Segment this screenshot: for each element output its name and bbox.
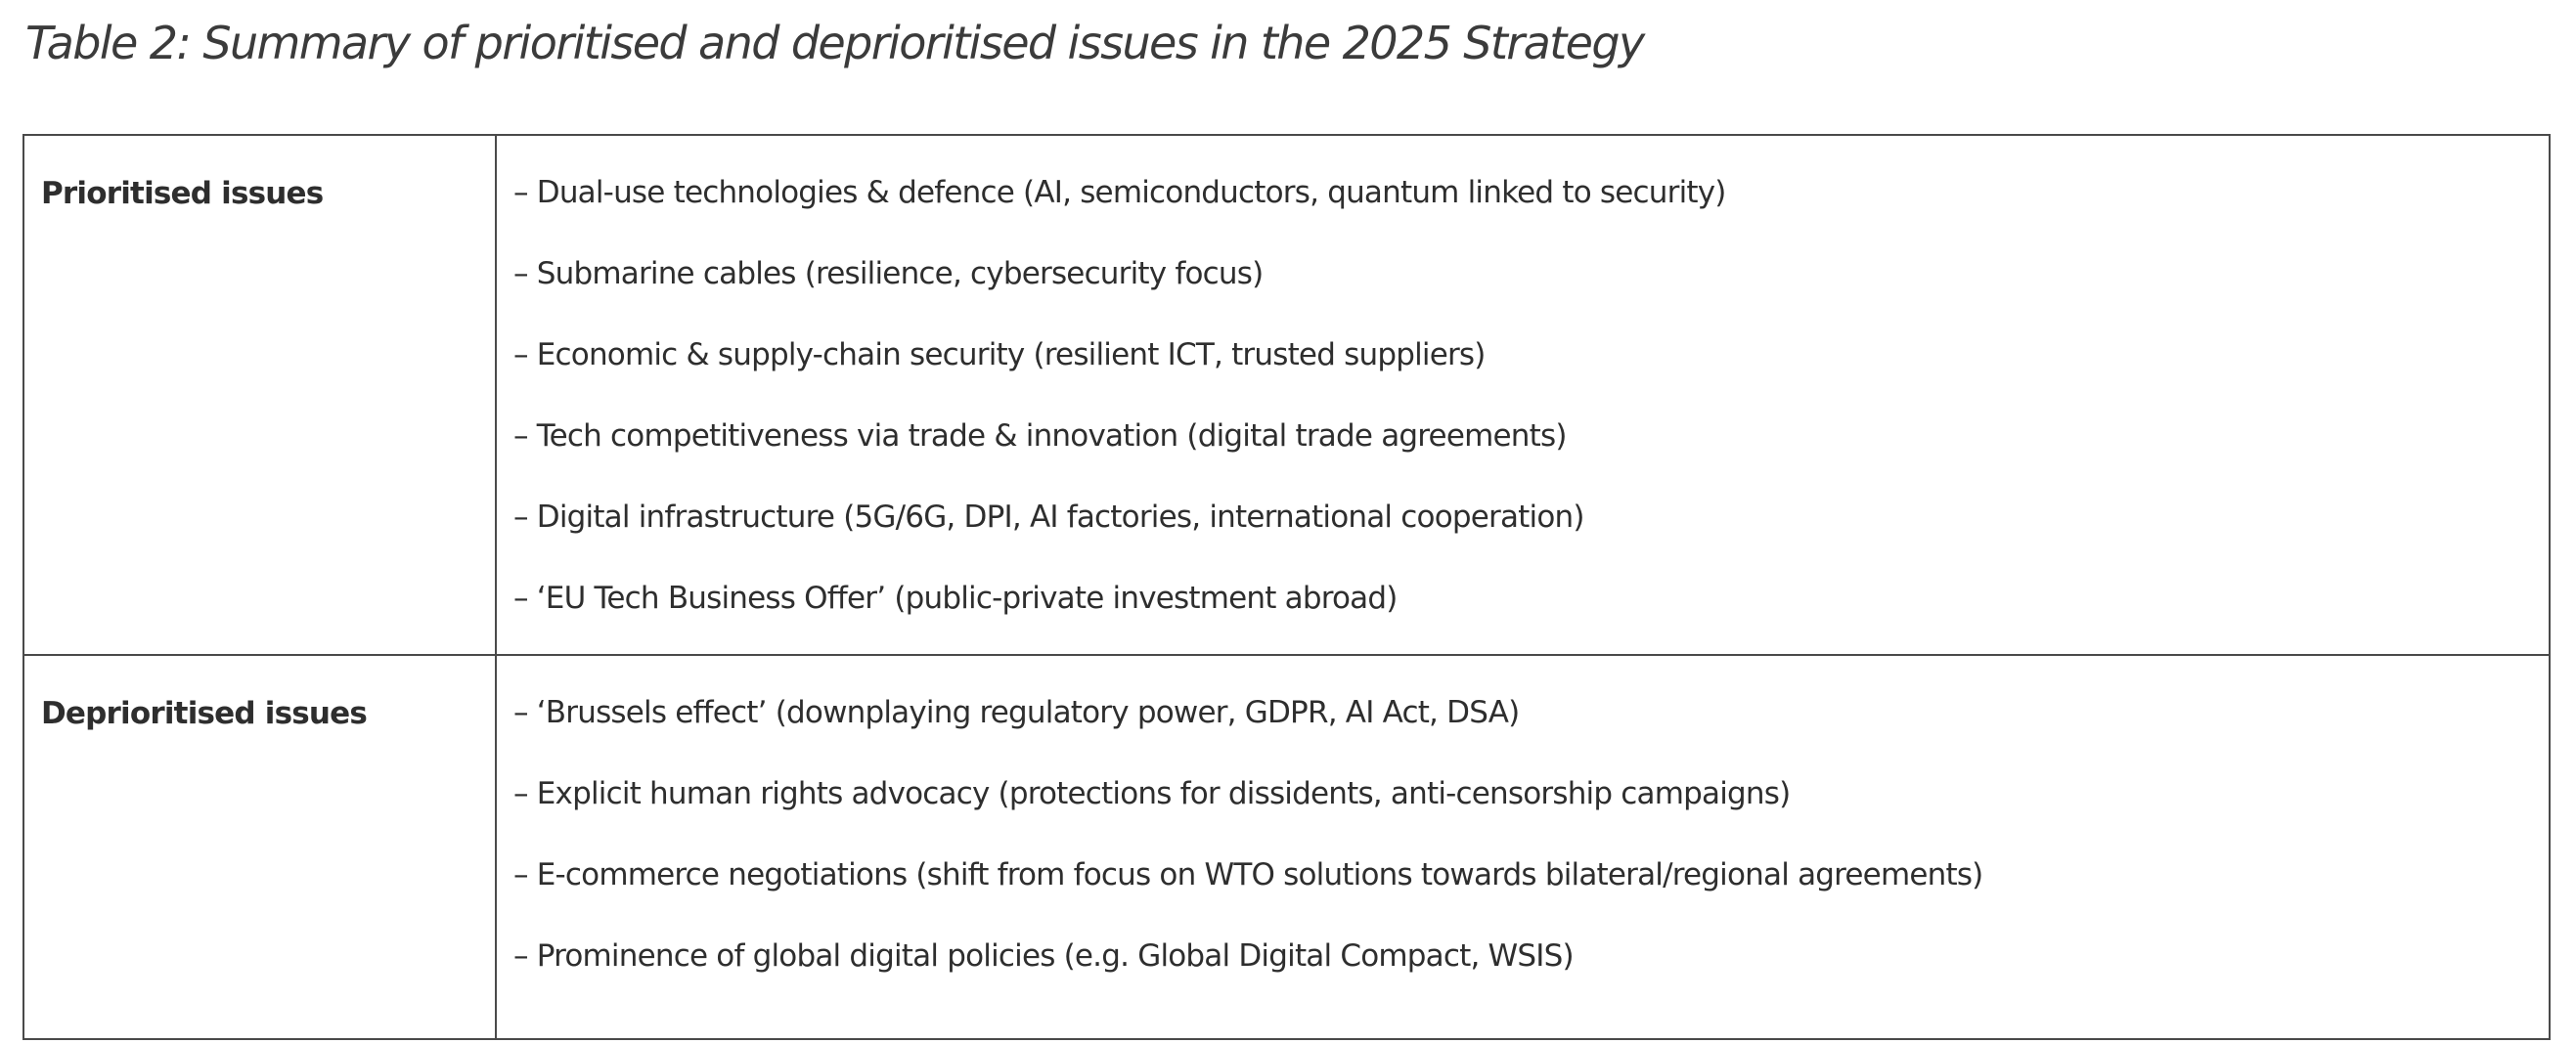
- table-caption: Table 2: Summary of prioritised and deprioritised issues in the 2025 Strategy: [25, 17, 1644, 69]
- row-label-deprioritised: Deprioritised issues: [41, 696, 368, 731]
- list-item: – Dual-use technologies & defence (AI, semiconductors, quantum linked to security): [513, 175, 1726, 210]
- list-item: – E-commerce negotiations (shift from focus on WTO solutions towards bilateral/regional agreements): [513, 857, 1983, 892]
- row-label-cell: [23, 135, 496, 655]
- deprioritised-issues-list: [513, 692, 2549, 977]
- row-label-prioritised: Prioritised issues: [41, 176, 324, 211]
- list-item: – Economic & supply-chain security (resilient ICT, trusted suppliers): [513, 337, 1486, 372]
- summary-table: [22, 134, 2551, 1040]
- row-items-cell: [496, 135, 2550, 655]
- list-item: – Submarine cables (resilience, cybersecurity focus): [513, 256, 1264, 291]
- list-item: – Tech competitiveness via trade & innovation (digital trade agreements): [513, 418, 1567, 454]
- row-label-cell: [23, 655, 496, 1039]
- prioritised-issues-list: [513, 172, 2549, 619]
- list-item: – ‘EU Tech Business Offer’ (public-private investment abroad): [513, 581, 1398, 616]
- row-items-cell: [496, 655, 2550, 1039]
- table-row-prioritised: [23, 135, 2550, 655]
- list-item: – Digital infrastructure (5G/6G, DPI, AI factories, international cooperation): [513, 500, 1584, 535]
- list-item: – ‘Brussels effect’ (downplaying regulatory power, GDPR, AI Act, DSA): [513, 695, 1520, 730]
- list-item: – Explicit human rights advocacy (protections for dissidents, anti-censorship campaigns): [513, 776, 1791, 811]
- table-row-deprioritised: [23, 655, 2550, 1039]
- list-item: – Prominence of global digital policies (e.g. Global Digital Compact, WSIS): [513, 938, 1574, 974]
